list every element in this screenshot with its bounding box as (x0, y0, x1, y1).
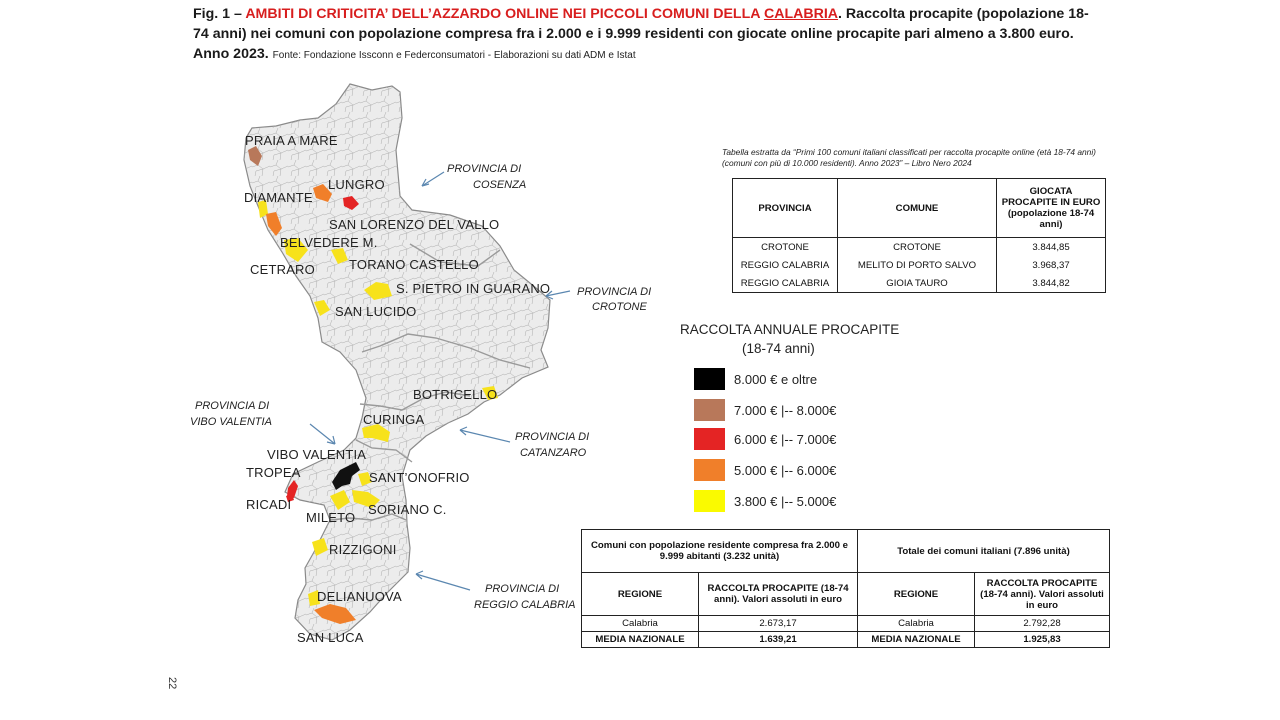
t2-header-regione: REGIONE (858, 573, 975, 616)
label-soriano-c: SORIANO C. (368, 502, 447, 517)
province-crotone-line1: PROVINCIA DI (577, 286, 652, 298)
arrow-vibo-icon (310, 424, 335, 444)
t1-header-comune: COMUNE (838, 179, 997, 238)
province-vibo-line2: VIBO VALENTIA (190, 416, 272, 428)
label-lungro: LUNGRO (328, 177, 385, 192)
label-diamante: DIAMANTE (244, 190, 313, 205)
t2-header-regione: REGIONE (582, 573, 699, 616)
province-crotone-line2: CROTONE (592, 301, 647, 313)
t2-header-raccolta: RACCOLTA PROCAPITE (18-74 anni). Valori assoluti in euro (699, 573, 858, 616)
legend-title: RACCOLTA ANNUALE PROCAPITE (680, 322, 900, 337)
table1-note: Tabella estratta da “Primi 100 comuni italiani classificati per raccolta procapite online (età 18-74 anni) (comuni con più di 10.000 residenti). Anno 2023” – Libro Nero 2024 (722, 147, 1096, 168)
figure-description: . Raccolta procapite (popolazione 18-74 anni) nei comuni con popolazione compresa fra i 2.000 e i 9.999 residenti con giocate online procapite pari almeno a 3.800 euro. Anno 2023. (193, 6, 1089, 62)
legend-swatch (694, 399, 725, 421)
label-san-lorenzo-del-vallo: SAN LORENZO DEL VALLO (329, 217, 500, 232)
legend-subtitle: (18-74 anni) (742, 341, 815, 356)
label-s-pietro-in-guarano: S. PIETRO IN GUARANO (396, 281, 551, 296)
label-tropea: TROPEA (246, 465, 301, 480)
legend-swatch (694, 428, 725, 450)
table-row: CROTONE CROTONE 3.844,85 (733, 238, 1106, 257)
label-delianuova: DELIANUOVA (317, 589, 402, 604)
label-belvedere-m: BELVEDERE M. (280, 235, 378, 250)
legend-item: 3.800 € |-- 5.000€ (694, 490, 836, 512)
label-sant-onofrio: SANT’ONOFRIO (369, 470, 470, 485)
legend-item: 7.000 € |-- 8.000€ (694, 399, 836, 421)
label-san-lucido: SAN LUCIDO (335, 304, 417, 319)
label-cetraro: CETRARO (250, 262, 315, 277)
province-catanzaro-line1: PROVINCIA DI (515, 431, 590, 443)
t2-header-raccolta: RACCOLTA PROCAPITE (18-74 anni). Valori assoluti in euro (975, 573, 1110, 616)
table-row: Calabria 2.673,17 Calabria 2.792,28 (582, 616, 1110, 632)
province-reggio-line1: PROVINCIA DI (485, 583, 560, 595)
label-mileto: MILETO (306, 510, 356, 525)
legend-item: 6.000 € |-- 7.000€ (694, 428, 836, 450)
top-comuni-table (732, 178, 1106, 293)
t1-header-giocata: GIOCATA PROCAPITE IN EURO (popolazione 18-74 anni) (997, 179, 1106, 238)
province-cosenza-line1: PROVINCIA DI (447, 163, 522, 175)
label-ricadi: RICADI (246, 497, 292, 512)
label-vibo-valentia: VIBO VALENTIA (267, 447, 367, 462)
label-torano-castello: TORANO CASTELLO (349, 257, 479, 272)
arrow-cosenza-icon (422, 172, 444, 186)
legend-swatch (694, 490, 725, 512)
table-row: REGGIO CALABRIA GIOIA TAURO 3.844,82 (733, 274, 1106, 293)
figure-title-calabria: CALABRIA (763, 6, 839, 22)
figure-label: Fig. 1 – (193, 6, 242, 22)
table-row: MEDIA NAZIONALE 1.639,21 MEDIA NAZIONALE 1.925,83 (582, 632, 1110, 648)
legend-item: 8.000 € e oltre (694, 368, 817, 390)
raccolta-comparison-table (581, 529, 1110, 648)
legend-swatch (694, 459, 725, 481)
label-san-luca: SAN LUCA (297, 630, 364, 645)
province-reggio-line2: REGGIO CALABRIA (474, 599, 576, 611)
table-row: REGGIO CALABRIA MELITO DI PORTO SALVO 3.968,37 (733, 256, 1106, 274)
province-cosenza-line2: COSENZA (473, 179, 527, 191)
label-botricello: BOTRICELLO (413, 387, 498, 402)
label-praia-a-mare: PRAIA A MARE (245, 133, 338, 148)
figure-source: Fonte: Fondazione Issconn e Federconsumatori - Elaborazioni su dati ADM e Istat (272, 50, 636, 61)
t1-header-provincia: PROVINCIA (733, 179, 838, 238)
legend-swatch (694, 368, 725, 390)
arrow-reggio-icon (416, 574, 470, 590)
page-number: 22 (166, 677, 178, 690)
map-legend (680, 320, 940, 509)
t2-group-small-comuni: Comuni con popolazione residente compresa fra 2.000 e 9.999 abitanti (3.232 unità) (582, 530, 858, 573)
province-vibo-line1: PROVINCIA DI (195, 400, 270, 412)
figure-title-red: AMBITI DI CRITICITA’ DELL’AZZARDO ONLINE NEI PICCOLI COMUNI DELLA CALABRIA (245, 6, 839, 22)
t2-group-total-comuni: Totale dei comuni italiani (7.896 unità) (858, 530, 1110, 573)
province-catanzaro-line2: CATANZARO (520, 447, 587, 459)
label-rizzigoni: RIZZIGONI (329, 542, 397, 557)
legend-item: 5.000 € |-- 6.000€ (694, 459, 836, 481)
arrow-catanzaro-icon (460, 430, 510, 442)
label-curinga: CURINGA (363, 412, 425, 427)
